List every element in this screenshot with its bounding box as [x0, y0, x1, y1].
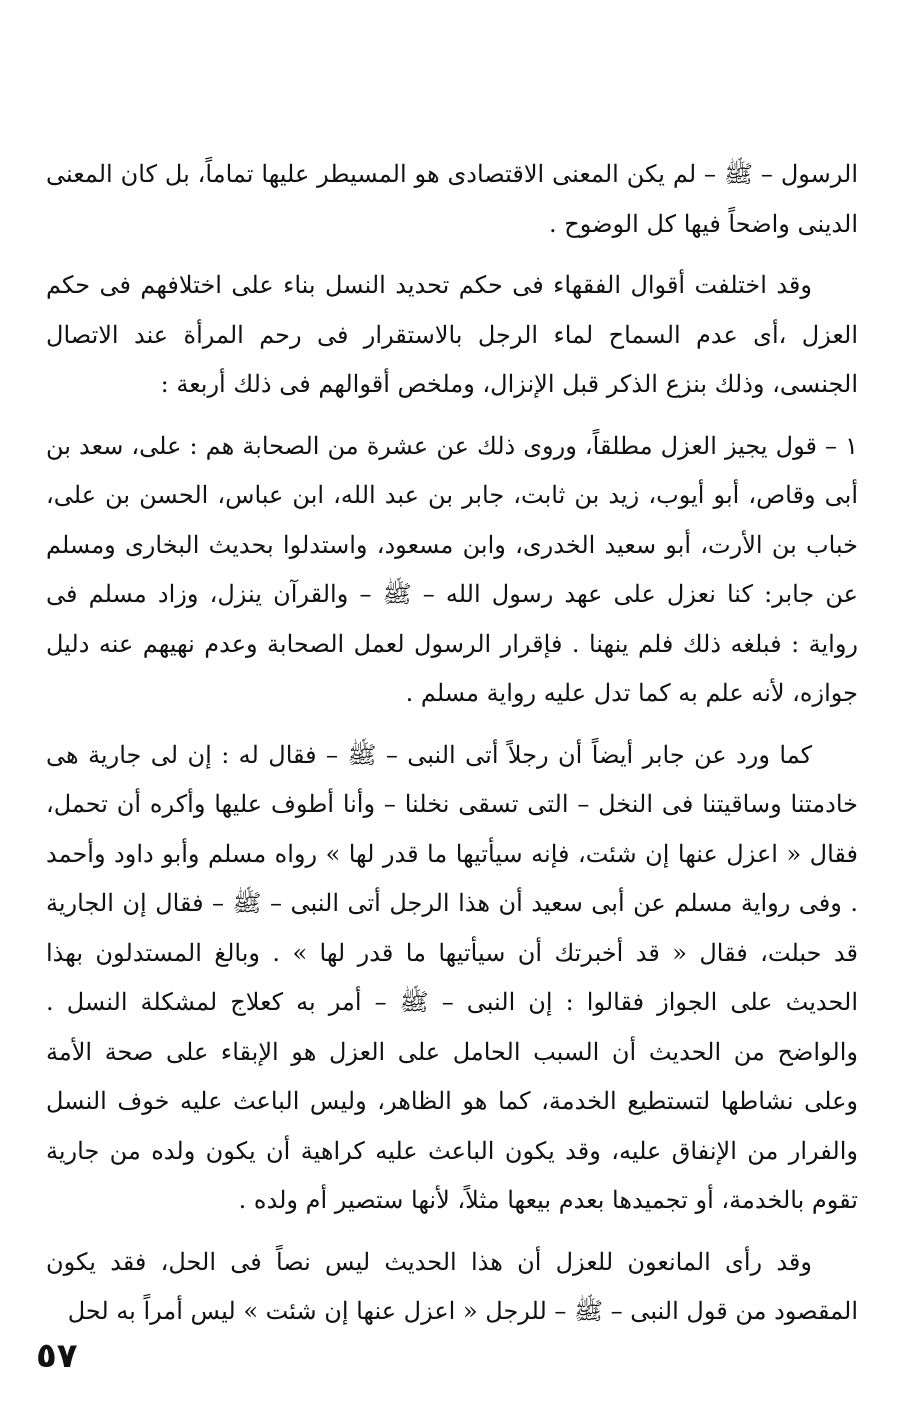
page-number: ٥٧ [36, 1336, 78, 1376]
paragraph: وقد اختلفت أقوال الفقهاء فى حكم تحديد النسل بناء على اختلافهم فى حكم العزل ،أى عدم السماح لماء الرجل بالاستقرار فى رحم المرأة عند الاتصال الجنسى، وذلك بنزع الذكر قبل الإنزال، وملخص أقوالهم فى ذلك أربعة : [46, 271, 858, 398]
body-text [46, 150, 858, 1337]
paragraph: ١ – قول يجيز العزل مطلقاً، وروى ذلك عن عشرة من الصحابة هم : على، سعد بن أبى وقاص، أبو أيوب، زيد بن ثابت، جابر بن عبد الله، ابن عباس، الحسن بن على، خباب بن الأرت، أبو سعيد الخدرى، وابن مسعود، واستدلوا بحديث البخارى ومسلم عن جابر: كنا نعزل على عهد رسول الله – ﷺ – والقرآن ينزل، وزاد مسلم فى رواية : فبلغه ذلك فلم ينهنا . فإقرار الرسول لعمل الصحابة وعدم نهيهم عنه دليل جوازه، لأنه علم به كما تدل عليه رواية مسلم . [46, 431, 858, 707]
paragraph: الرسول – ﷺ – لم يكن المعنى الاقتصادى هو المسيطر عليها تماماً، بل كان المعنى الدينى واضحاً فيها كل الوضوح . [46, 160, 858, 238]
paragraph: وقد رأى المانعون للعزل أن هذا الحديث ليس نصاً فى الحل، فقد يكون المقصود من قول النبى – ﷺ – للرجل « اعزل عنها إن شئت » ليس أمراً به لحل [46, 1247, 858, 1325]
paragraph: كما ورد عن جابر أيضاً أن رجلاً أتى النبى – ﷺ – فقال له : إن لى جارية هى خادمتنا وساقيتنا فى النخل – التى تسقى نخلنا – وأنا أطوف عليها وأكره أن تحمل، فقال « اعزل عنها إن شئت، فإنه سيأتيها ما قدر لها » رواه مسلم وأبو داود وأحمد . وفى رواية مسلم عن أبى سعيد أن هذا الرجل أتى النبى – ﷺ – فقال إن الجارية قد حبلت، فقال « قد أخبرتك أن سيأتيها ما قدر لها » . وبالغ المستدلون بهذا الحديث على الجواز فقالوا : إن النبى – ﷺ – أمر به كعلاج لمشكلة النسل . والواضح من الحديث أن السبب الحامل على العزل هو الإبقاء على صحة الأمة وعلى نشاطها لتستطيع الخدمة، كما هو الظاهر، وليس الباعث عليه خوف النسل والفرار من الإنفاق عليه، وقد يكون الباعث عليه كراهية أن يكون ولده من جارية تقوم بالخدمة، أو تجميدها بعدم بيعها مثلاً، لأنها ستصير أم ولده . [46, 740, 858, 1214]
